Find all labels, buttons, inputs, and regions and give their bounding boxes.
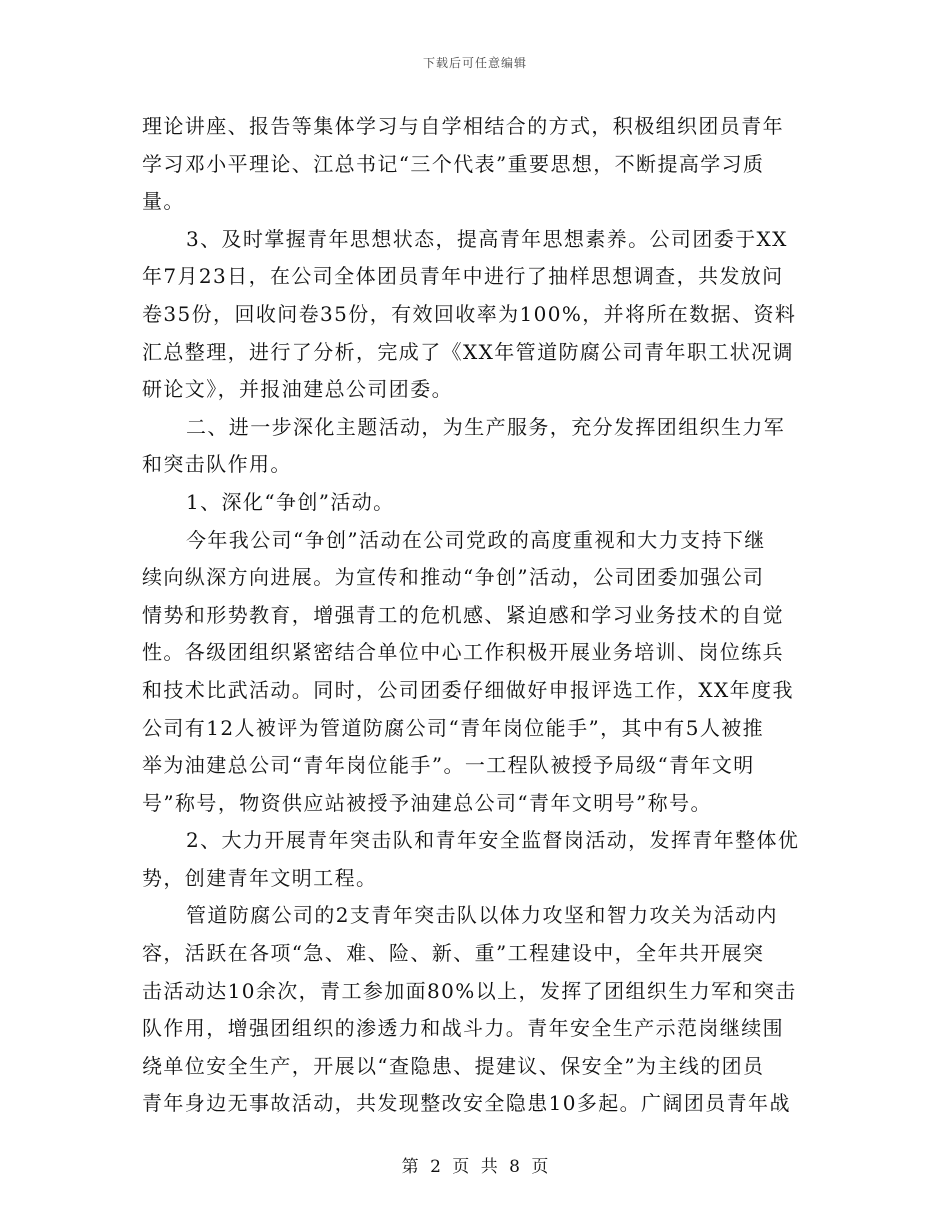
text-line: 研论文》，并报油建总公司团委。: [142, 377, 453, 402]
subsection-heading: 1、深化“争创”活动。: [186, 489, 395, 514]
text-line: 青年身边无事故活动，共发现整改安全隐患10多起。广阔团员青年战: [142, 1091, 791, 1116]
text-line: 学习邓小平理论、江总书记“三个代表”重要思想，不断提高学习质: [142, 151, 765, 176]
text-line: 容，活跃在各项“急、难、险、新、重”工程建设中，全年共开展突: [142, 941, 765, 966]
text-line: 击活动达10余次，青工参加面80%以上，发挥了团组织生力军和突击: [142, 978, 797, 1003]
text-line: 队作用，增强团组织的渗透力和战斗力。青年安全生产示范岗继续围: [142, 1016, 784, 1041]
text-line: 理论讲座、报告等集体学习与自学相结合的方式，积极组织团员青年: [142, 114, 784, 138]
section-heading: 二、进一步深化主题活动，为生产服务，充分发挥团组织生力军: [186, 414, 786, 439]
text-line: 公司有12人被评为管道防腐公司“青年岗位能手”，其中有5人被推: [142, 715, 765, 740]
text-line: 3、及时掌握青年思想状态，提高青年思想素养。公司团委于XX: [186, 226, 788, 251]
text-line: 汇总整理，进行了分析，完成了《XX年管道防腐公司青年职工状况调: [142, 339, 794, 364]
text-line: 管道防腐公司的2支青年突击队以体力攻坚和智力攻关为活动内: [186, 903, 778, 928]
page-number: 第 2 页 共 8 页: [401, 1157, 549, 1177]
text-line: 绕单位安全生产，开展以“查隐患、提建议、保安全”为主线的团员: [142, 1053, 765, 1078]
page-header: 下载后可任意编辑: [422, 56, 527, 70]
text-line: 情势和形势教育，增强青工的危机感、紧迫感和学习业务技术的自觉: [142, 602, 784, 627]
text-line: 卷35份，回收问卷35份，有效回收率为100%，并将所在数据、资料: [142, 301, 797, 326]
section-heading: 和突击队作用。: [142, 452, 292, 477]
subsection-heading: 2、大力开展青年突击队和青年安全监督岗活动，发挥青年整体优: [186, 828, 800, 853]
text-line: 性。各级团组织紧密结合单位中心工作积极开展业务培训、岗位练兵: [142, 640, 784, 665]
text-line: 今年我公司“争创”活动在公司党政的高度重视和大力支持下继: [186, 527, 766, 552]
text-line: 年7月23日，在公司全体团员青年中进行了抽样思想调查，共发放问: [142, 264, 784, 289]
document-body: [142, 108, 802, 1123]
subsection-heading: 势，创建青年文明工程。: [142, 865, 378, 890]
text-line: 举为油建总公司“青年岗位能手”。一工程队被授予局级“青年文明: [142, 753, 755, 778]
text-line: 量。: [142, 189, 185, 214]
text-line: 续向纵深方向进展。为宣传和推动“争创”活动，公司团委加强公司: [142, 565, 765, 590]
text-line: 和技术比武活动。同时，公司团委仔细做好申报评选工作，XX年度我: [142, 677, 794, 702]
text-line: 号”称号，物资供应站被授予油建总公司“青年文明号”称号。: [142, 790, 712, 815]
